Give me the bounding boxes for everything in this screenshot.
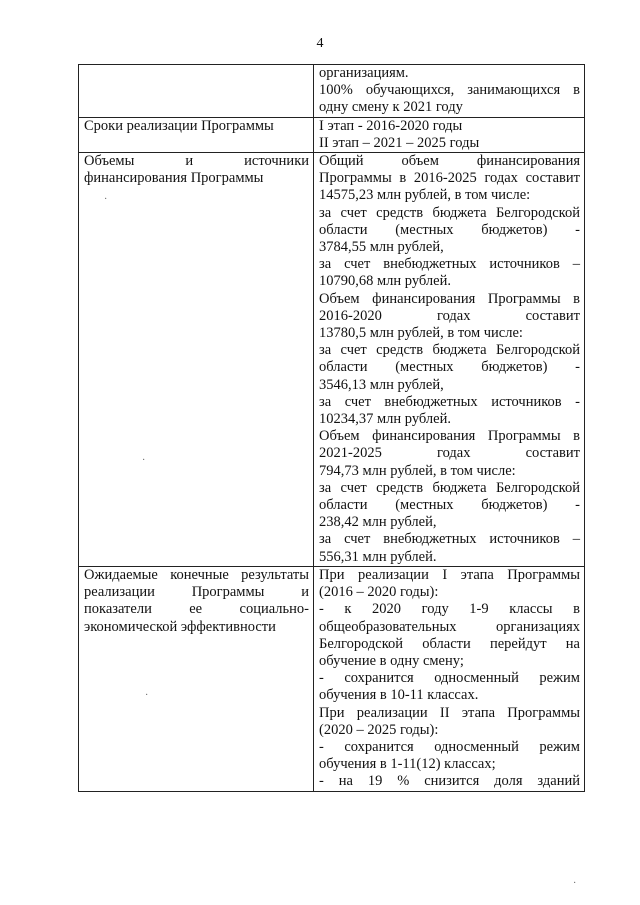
table-row-continuation xyxy=(79,65,585,118)
value-line: При реализации I этапа Программы xyxy=(319,566,580,583)
value-line: 794,73 млн рублей, в том числе: xyxy=(319,462,516,479)
value-line: (2020 – 2025 годы): xyxy=(319,721,439,738)
label-cell-results xyxy=(79,566,314,791)
value-line: 14575,23 млн рублей, в том числе: xyxy=(319,187,531,204)
label-cell-empty xyxy=(79,65,314,118)
value-line: 13780,5 млн рублей, в том числе: xyxy=(319,325,523,342)
value-line: за счет средств бюджета Белгородской xyxy=(319,204,580,221)
value-cell-terms xyxy=(314,117,585,152)
value-line: (2016 – 2020 годы): xyxy=(319,584,439,601)
value-line: за счет средств бюджета Белгородской xyxy=(319,479,580,496)
value-line: за счет средств бюджета Белгородской xyxy=(319,342,580,359)
value-line: 3784,55 млн рублей, xyxy=(319,239,444,256)
value-line: 556,31 млн рублей. xyxy=(319,548,437,565)
value-line: за счет внебюджетных источников - xyxy=(319,393,580,410)
value-cell-continuation xyxy=(314,65,585,118)
value-line: области (местных бюджетов) - xyxy=(319,221,580,238)
label-line: экономической эффективности xyxy=(84,618,276,635)
label-line: финансирования Программы xyxy=(84,170,264,187)
value-line: 100% обучающихся, занимающихся в xyxy=(319,82,580,99)
value-line: - на 19 % снизится доля зданий xyxy=(319,773,580,790)
value-line: за счет внебюджетных источников – xyxy=(319,256,580,273)
label-line: показатели ее социально- xyxy=(84,601,309,618)
value-line: одну смену к 2021 году xyxy=(319,99,463,116)
label-line: реализации Программы и xyxy=(84,584,309,601)
program-passport-table xyxy=(78,64,585,792)
value-line: 2016-2020 годах составит xyxy=(319,307,580,324)
scan-speck: · xyxy=(573,878,577,889)
label-line: Объемы и источники xyxy=(84,153,309,170)
value-line: При реализации II этапа Программы xyxy=(319,704,580,721)
scan-speck: · xyxy=(142,455,146,466)
value-line: - сохранится односменный режим xyxy=(319,670,580,687)
label-cell-financing xyxy=(79,153,314,567)
scan-speck: · xyxy=(104,194,108,205)
value-line: 2021-2025 годах составит xyxy=(319,445,580,462)
value-line: 238,42 млн рублей, xyxy=(319,514,437,531)
value-cell-financing xyxy=(314,153,585,567)
value-line: I этап - 2016-2020 годы xyxy=(319,117,463,134)
table-row-terms xyxy=(79,117,585,152)
value-line: общеобразовательных организациях xyxy=(319,618,580,635)
value-cell-results xyxy=(314,566,585,791)
value-line: 10234,37 млн рублей. xyxy=(319,411,451,428)
value-line: Объем финансирования Программы в xyxy=(319,290,580,307)
label-cell-terms xyxy=(79,117,314,152)
value-line: обучения в 1-11(12) классах; xyxy=(319,756,496,773)
value-line: - сохранится односменный режим xyxy=(319,738,580,755)
value-line: обучение в одну смену; xyxy=(319,652,464,669)
value-line: организациям. xyxy=(319,65,409,81)
value-line: обучения в 10-11 классах. xyxy=(319,687,479,704)
table-row-financing xyxy=(79,153,585,567)
value-line: Программы в 2016-2025 годах составит xyxy=(319,170,580,187)
value-line: II этап – 2021 – 2025 годы xyxy=(319,134,480,151)
scan-speck: · xyxy=(145,690,149,701)
label-line: Ожидаемые конечные результаты xyxy=(84,566,309,583)
label-line: Сроки реализации Программы xyxy=(84,117,274,134)
page-number: 4 xyxy=(316,36,324,51)
table-row-results xyxy=(79,566,585,791)
value-line: области (местных бюджетов) - xyxy=(319,359,580,376)
value-line: Белгородской области перейдут на xyxy=(319,635,580,652)
value-line: 3546,13 млн рублей, xyxy=(319,376,444,393)
value-line: за счет внебюджетных источников – xyxy=(319,531,580,548)
value-line: области (местных бюджетов) - xyxy=(319,497,580,514)
value-line: 10790,68 млн рублей. xyxy=(319,273,451,290)
value-line: Объем финансирования Программы в xyxy=(319,428,580,445)
value-line: Общий объем финансирования xyxy=(319,153,580,170)
value-line: - к 2020 году 1-9 классы в xyxy=(319,601,580,618)
